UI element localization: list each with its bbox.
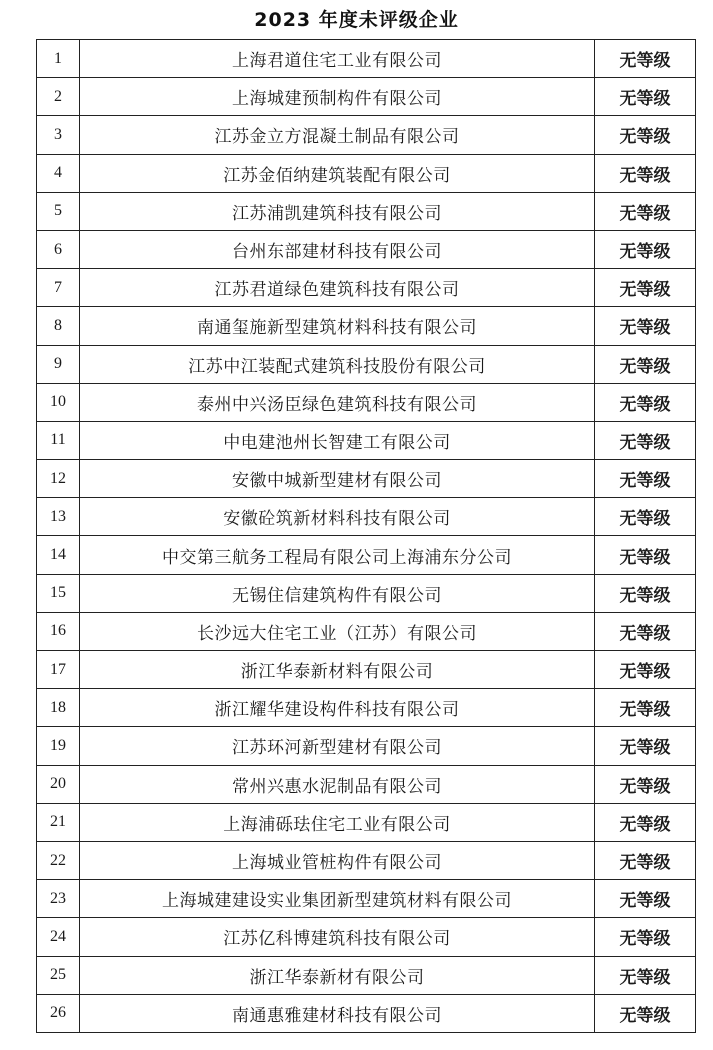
table-row <box>37 727 696 765</box>
grade-cell: 无等级 <box>595 116 696 154</box>
company-name-cell: 浙江耀华建设构件科技有限公司 <box>80 689 595 727</box>
table-row <box>37 880 696 918</box>
row-number-cell: 5 <box>37 192 80 230</box>
grade-cell: 无等级 <box>595 536 696 574</box>
grade-cell: 无等级 <box>595 689 696 727</box>
grade-cell: 无等级 <box>595 803 696 841</box>
grade-cell: 无等级 <box>595 651 696 689</box>
row-number-cell: 10 <box>37 383 80 421</box>
grade-cell: 无等级 <box>595 40 696 78</box>
table-row <box>37 956 696 994</box>
table-row <box>37 421 696 459</box>
table-row <box>37 383 696 421</box>
company-name-cell: 上海城建预制构件有限公司 <box>80 78 595 116</box>
row-number-cell: 12 <box>37 460 80 498</box>
table-row <box>37 994 696 1032</box>
row-number-cell: 17 <box>37 651 80 689</box>
table-row <box>37 689 696 727</box>
grade-cell: 无等级 <box>595 880 696 918</box>
grade-cell: 无等级 <box>595 994 696 1032</box>
grade-cell: 无等级 <box>595 727 696 765</box>
table-row <box>37 230 696 268</box>
grade-cell: 无等级 <box>595 383 696 421</box>
grade-cell: 无等级 <box>595 612 696 650</box>
company-name-cell: 江苏浦凯建筑科技有限公司 <box>80 192 595 230</box>
table-row <box>37 803 696 841</box>
company-name-cell: 浙江华泰新材料有限公司 <box>80 651 595 689</box>
row-number-cell: 21 <box>37 803 80 841</box>
row-number-cell: 23 <box>37 880 80 918</box>
row-number-cell: 14 <box>37 536 80 574</box>
table-row <box>37 307 696 345</box>
table-row <box>37 498 696 536</box>
grade-cell: 无等级 <box>595 498 696 536</box>
grade-cell: 无等级 <box>595 345 696 383</box>
company-name-cell: 江苏中江装配式建筑科技股份有限公司 <box>80 345 595 383</box>
grade-cell: 无等级 <box>595 918 696 956</box>
grade-cell: 无等级 <box>595 269 696 307</box>
table-row <box>37 918 696 956</box>
row-number-cell: 1 <box>37 40 80 78</box>
company-name-cell: 江苏金佰纳建筑装配有限公司 <box>80 154 595 192</box>
company-name-cell: 浙江华泰新材有限公司 <box>80 956 595 994</box>
table-row <box>37 345 696 383</box>
table-row <box>37 154 696 192</box>
grade-cell: 无等级 <box>595 154 696 192</box>
row-number-cell: 9 <box>37 345 80 383</box>
company-name-cell: 上海城建建设实业集团新型建筑材料有限公司 <box>80 880 595 918</box>
table-row <box>37 651 696 689</box>
company-name-cell: 江苏君道绿色建筑科技有限公司 <box>80 269 595 307</box>
row-number-cell: 18 <box>37 689 80 727</box>
company-name-cell: 常州兴惠水泥制品有限公司 <box>80 765 595 803</box>
table-row <box>37 765 696 803</box>
grade-cell: 无等级 <box>595 78 696 116</box>
table-row <box>37 40 696 78</box>
company-name-cell: 台州东部建材科技有限公司 <box>80 230 595 268</box>
company-name-cell: 江苏环河新型建材有限公司 <box>80 727 595 765</box>
row-number-cell: 8 <box>37 307 80 345</box>
company-name-cell: 长沙远大住宅工业（江苏）有限公司 <box>80 612 595 650</box>
table-row <box>37 192 696 230</box>
row-number-cell: 4 <box>37 154 80 192</box>
row-number-cell: 13 <box>37 498 80 536</box>
unrated-enterprises-table <box>36 39 696 1033</box>
grade-cell: 无等级 <box>595 765 696 803</box>
company-name-cell: 南通惠雅建材科技有限公司 <box>80 994 595 1032</box>
grade-cell: 无等级 <box>595 841 696 879</box>
company-name-cell: 泰州中兴汤臣绿色建筑科技有限公司 <box>80 383 595 421</box>
grade-cell: 无等级 <box>595 230 696 268</box>
table-row <box>37 116 696 154</box>
row-number-cell: 16 <box>37 612 80 650</box>
table-row <box>37 536 696 574</box>
table-row <box>37 841 696 879</box>
company-name-cell: 安徽中城新型建材有限公司 <box>80 460 595 498</box>
row-number-cell: 22 <box>37 841 80 879</box>
table-body <box>37 40 696 1033</box>
company-name-cell: 安徽砼筑新材料科技有限公司 <box>80 498 595 536</box>
row-number-cell: 26 <box>37 994 80 1032</box>
company-name-cell: 中电建池州长智建工有限公司 <box>80 421 595 459</box>
row-number-cell: 3 <box>37 116 80 154</box>
company-name-cell: 上海浦砾珐住宅工业有限公司 <box>80 803 595 841</box>
row-number-cell: 24 <box>37 918 80 956</box>
row-number-cell: 25 <box>37 956 80 994</box>
grade-cell: 无等级 <box>595 574 696 612</box>
grade-cell: 无等级 <box>595 956 696 994</box>
row-number-cell: 11 <box>37 421 80 459</box>
row-number-cell: 20 <box>37 765 80 803</box>
company-name-cell: 江苏亿科博建筑科技有限公司 <box>80 918 595 956</box>
table-row <box>37 269 696 307</box>
row-number-cell: 19 <box>37 727 80 765</box>
company-name-cell: 上海城业管桩构件有限公司 <box>80 841 595 879</box>
table-row <box>37 612 696 650</box>
page-title: 2023 年度未评级企业 <box>254 9 459 31</box>
company-name-cell: 上海君道住宅工业有限公司 <box>80 40 595 78</box>
grade-cell: 无等级 <box>595 307 696 345</box>
row-number-cell: 6 <box>37 230 80 268</box>
table-row <box>37 78 696 116</box>
row-number-cell: 7 <box>37 269 80 307</box>
row-number-cell: 15 <box>37 574 80 612</box>
table-row <box>37 574 696 612</box>
company-name-cell: 江苏金立方混凝土制品有限公司 <box>80 116 595 154</box>
grade-cell: 无等级 <box>595 192 696 230</box>
grade-cell: 无等级 <box>595 421 696 459</box>
company-name-cell: 无锡住信建筑构件有限公司 <box>80 574 595 612</box>
row-number-cell: 2 <box>37 78 80 116</box>
table-row <box>37 460 696 498</box>
company-name-cell: 南通玺施新型建筑材料科技有限公司 <box>80 307 595 345</box>
company-name-cell: 中交第三航务工程局有限公司上海浦东分公司 <box>80 536 595 574</box>
grade-cell: 无等级 <box>595 460 696 498</box>
